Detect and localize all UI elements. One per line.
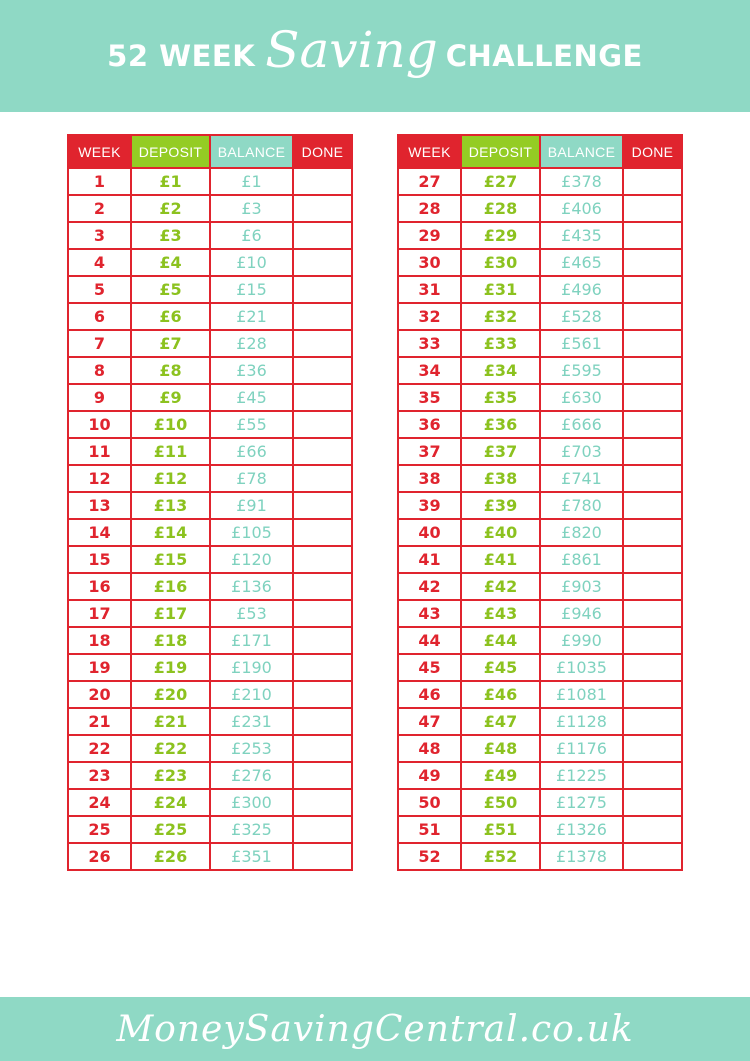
done-checkbox-cell[interactable] [623, 681, 682, 708]
balance-cell: £1 [210, 168, 293, 195]
balance-cell: £190 [210, 654, 293, 681]
deposit-cell: £35 [461, 384, 540, 411]
balance-cell: £903 [540, 573, 623, 600]
table-row [68, 654, 352, 681]
deposit-cell: £52 [461, 843, 540, 870]
week-cell: 21 [68, 708, 131, 735]
balance-cell: £3 [210, 195, 293, 222]
done-checkbox-cell[interactable] [623, 519, 682, 546]
site-footer: MoneySavingCentral.co.uk [0, 997, 750, 1061]
week-cell: 28 [398, 195, 461, 222]
done-checkbox-cell[interactable] [293, 276, 352, 303]
done-checkbox-cell[interactable] [623, 249, 682, 276]
done-checkbox-cell[interactable] [293, 249, 352, 276]
done-checkbox-cell[interactable] [623, 654, 682, 681]
deposit-cell: £46 [461, 681, 540, 708]
done-checkbox-cell[interactable] [623, 330, 682, 357]
week-cell: 50 [398, 789, 461, 816]
deposit-cell: £10 [131, 411, 210, 438]
table-header-row [68, 135, 352, 168]
table-row [398, 357, 682, 384]
table-row [398, 708, 682, 735]
table-row [398, 222, 682, 249]
week-cell: 2 [68, 195, 131, 222]
balance-cell: £55 [210, 411, 293, 438]
title-script: Saving [265, 21, 438, 79]
done-checkbox-cell[interactable] [623, 357, 682, 384]
table-row [68, 762, 352, 789]
week-cell: 12 [68, 465, 131, 492]
week-cell: 38 [398, 465, 461, 492]
balance-cell: £171 [210, 627, 293, 654]
table-header-row [398, 135, 682, 168]
deposit-cell: £34 [461, 357, 540, 384]
week-cell: 18 [68, 627, 131, 654]
balance-cell: £136 [210, 573, 293, 600]
week-cell: 17 [68, 600, 131, 627]
table-row [398, 411, 682, 438]
done-checkbox-cell[interactable] [293, 438, 352, 465]
done-checkbox-cell[interactable] [623, 546, 682, 573]
savings-table-left [67, 134, 353, 871]
balance-cell: £666 [540, 411, 623, 438]
balance-cell: £1035 [540, 654, 623, 681]
done-checkbox-cell[interactable] [293, 681, 352, 708]
deposit-cell: £40 [461, 519, 540, 546]
deposit-cell: £15 [131, 546, 210, 573]
deposit-cell: £29 [461, 222, 540, 249]
done-checkbox-cell[interactable] [293, 519, 352, 546]
deposit-cell: £11 [131, 438, 210, 465]
balance-cell: £1225 [540, 762, 623, 789]
done-checkbox-cell[interactable] [623, 384, 682, 411]
table-row [68, 519, 352, 546]
table-row [68, 276, 352, 303]
week-cell: 41 [398, 546, 461, 573]
done-checkbox-cell[interactable] [293, 843, 352, 870]
table-row [398, 195, 682, 222]
balance-cell: £66 [210, 438, 293, 465]
table-row [398, 519, 682, 546]
balance-cell: £351 [210, 843, 293, 870]
done-checkbox-cell[interactable] [623, 762, 682, 789]
balance-cell: £253 [210, 735, 293, 762]
balance-cell: £325 [210, 816, 293, 843]
deposit-cell: £31 [461, 276, 540, 303]
table-row [398, 438, 682, 465]
week-cell: 36 [398, 411, 461, 438]
deposit-cell: £20 [131, 681, 210, 708]
week-cell: 30 [398, 249, 461, 276]
header-done: DONE [623, 135, 682, 168]
balance-cell: £435 [540, 222, 623, 249]
balance-cell: £231 [210, 708, 293, 735]
table-row [68, 249, 352, 276]
week-cell: 9 [68, 384, 131, 411]
balance-cell: £378 [540, 168, 623, 195]
balance-cell: £1128 [540, 708, 623, 735]
table-row [398, 330, 682, 357]
done-checkbox-cell[interactable] [293, 708, 352, 735]
week-cell: 4 [68, 249, 131, 276]
deposit-cell: £21 [131, 708, 210, 735]
header-deposit: DEPOSIT [461, 135, 540, 168]
week-cell: 26 [68, 843, 131, 870]
week-cell: 1 [68, 168, 131, 195]
week-cell: 44 [398, 627, 461, 654]
deposit-cell: £14 [131, 519, 210, 546]
done-checkbox-cell[interactable] [293, 735, 352, 762]
balance-cell: £45 [210, 384, 293, 411]
deposit-cell: £51 [461, 816, 540, 843]
balance-cell: £53 [210, 600, 293, 627]
table-row [398, 843, 682, 870]
balance-cell: £630 [540, 384, 623, 411]
done-checkbox-cell[interactable] [623, 627, 682, 654]
balance-cell: £561 [540, 330, 623, 357]
deposit-cell: £30 [461, 249, 540, 276]
deposit-cell: £2 [131, 195, 210, 222]
deposit-cell: £8 [131, 357, 210, 384]
balance-cell: £78 [210, 465, 293, 492]
deposit-cell: £17 [131, 600, 210, 627]
week-cell: 33 [398, 330, 461, 357]
table-row [68, 546, 352, 573]
done-checkbox-cell[interactable] [623, 735, 682, 762]
balance-cell: £1326 [540, 816, 623, 843]
done-checkbox-cell[interactable] [293, 762, 352, 789]
done-checkbox-cell[interactable] [293, 465, 352, 492]
table-row [398, 546, 682, 573]
balance-cell: £6 [210, 222, 293, 249]
table-row [68, 789, 352, 816]
deposit-cell: £19 [131, 654, 210, 681]
balance-cell: £210 [210, 681, 293, 708]
balance-cell: £1176 [540, 735, 623, 762]
week-cell: 11 [68, 438, 131, 465]
week-cell: 31 [398, 276, 461, 303]
balance-cell: £28 [210, 330, 293, 357]
table-row [68, 222, 352, 249]
header-balance: BALANCE [540, 135, 623, 168]
week-cell: 5 [68, 276, 131, 303]
header-week: WEEK [68, 135, 131, 168]
week-cell: 19 [68, 654, 131, 681]
week-cell: 25 [68, 816, 131, 843]
balance-cell: £300 [210, 789, 293, 816]
table-row [398, 465, 682, 492]
week-cell: 48 [398, 735, 461, 762]
balance-cell: £15 [210, 276, 293, 303]
done-checkbox-cell[interactable] [623, 816, 682, 843]
table-row [398, 492, 682, 519]
table-row [68, 492, 352, 519]
deposit-cell: £28 [461, 195, 540, 222]
table-row [68, 384, 352, 411]
week-cell: 45 [398, 654, 461, 681]
table-row [68, 816, 352, 843]
done-checkbox-cell[interactable] [293, 546, 352, 573]
balance-cell: £861 [540, 546, 623, 573]
table-row [398, 276, 682, 303]
deposit-cell: £4 [131, 249, 210, 276]
table-row [68, 708, 352, 735]
balance-cell: £780 [540, 492, 623, 519]
deposit-cell: £22 [131, 735, 210, 762]
page-header [0, 0, 750, 112]
week-cell: 43 [398, 600, 461, 627]
done-checkbox-cell[interactable] [623, 465, 682, 492]
week-cell: 24 [68, 789, 131, 816]
title-prefix: 52 WEEK [107, 39, 256, 73]
deposit-cell: £42 [461, 573, 540, 600]
deposit-cell: £24 [131, 789, 210, 816]
done-checkbox-cell[interactable] [293, 789, 352, 816]
done-checkbox-cell[interactable] [293, 573, 352, 600]
table-row [398, 816, 682, 843]
table-row [398, 654, 682, 681]
balance-cell: £406 [540, 195, 623, 222]
deposit-cell: £7 [131, 330, 210, 357]
deposit-cell: £44 [461, 627, 540, 654]
balance-cell: £703 [540, 438, 623, 465]
deposit-cell: £50 [461, 789, 540, 816]
deposit-cell: £6 [131, 303, 210, 330]
week-cell: 37 [398, 438, 461, 465]
week-cell: 40 [398, 519, 461, 546]
table-row [68, 843, 352, 870]
title-suffix: CHALLENGE [445, 39, 643, 73]
balance-cell: £465 [540, 249, 623, 276]
balance-cell: £496 [540, 276, 623, 303]
table-row [68, 681, 352, 708]
done-checkbox-cell[interactable] [293, 330, 352, 357]
deposit-cell: £37 [461, 438, 540, 465]
done-checkbox-cell[interactable] [623, 276, 682, 303]
deposit-cell: £25 [131, 816, 210, 843]
table-row [398, 627, 682, 654]
week-cell: 10 [68, 411, 131, 438]
done-checkbox-cell[interactable] [623, 492, 682, 519]
deposit-cell: £36 [461, 411, 540, 438]
done-checkbox-cell[interactable] [293, 303, 352, 330]
table-row [68, 600, 352, 627]
header-deposit: DEPOSIT [131, 135, 210, 168]
week-cell: 23 [68, 762, 131, 789]
week-cell: 6 [68, 303, 131, 330]
table-row [68, 168, 352, 195]
balance-cell: £820 [540, 519, 623, 546]
week-cell: 47 [398, 708, 461, 735]
table-row [398, 303, 682, 330]
header-week: WEEK [398, 135, 461, 168]
balance-cell: £91 [210, 492, 293, 519]
week-cell: 7 [68, 330, 131, 357]
done-checkbox-cell[interactable] [623, 843, 682, 870]
table-row [398, 735, 682, 762]
balance-cell: £120 [210, 546, 293, 573]
deposit-cell: £41 [461, 546, 540, 573]
week-cell: 13 [68, 492, 131, 519]
balance-cell: £1378 [540, 843, 623, 870]
week-cell: 42 [398, 573, 461, 600]
deposit-cell: £43 [461, 600, 540, 627]
balance-cell: £105 [210, 519, 293, 546]
balance-cell: £741 [540, 465, 623, 492]
week-cell: 46 [398, 681, 461, 708]
deposit-cell: £39 [461, 492, 540, 519]
done-checkbox-cell[interactable] [293, 168, 352, 195]
table-row [68, 573, 352, 600]
week-cell: 35 [398, 384, 461, 411]
deposit-cell: £16 [131, 573, 210, 600]
table-row [398, 573, 682, 600]
deposit-cell: £48 [461, 735, 540, 762]
deposit-cell: £38 [461, 465, 540, 492]
table-row [68, 735, 352, 762]
done-checkbox-cell[interactable] [293, 627, 352, 654]
table-row [68, 438, 352, 465]
balance-cell: £10 [210, 249, 293, 276]
deposit-cell: £33 [461, 330, 540, 357]
table-row [398, 249, 682, 276]
balance-cell: £946 [540, 600, 623, 627]
balance-cell: £595 [540, 357, 623, 384]
done-checkbox-cell[interactable] [623, 573, 682, 600]
table-row [68, 330, 352, 357]
balance-cell: £990 [540, 627, 623, 654]
table-row [398, 600, 682, 627]
week-cell: 14 [68, 519, 131, 546]
done-checkbox-cell[interactable] [623, 600, 682, 627]
deposit-cell: £32 [461, 303, 540, 330]
done-checkbox-cell[interactable] [293, 492, 352, 519]
deposit-cell: £1 [131, 168, 210, 195]
deposit-cell: £49 [461, 762, 540, 789]
deposit-cell: £26 [131, 843, 210, 870]
deposit-cell: £9 [131, 384, 210, 411]
table-row [68, 195, 352, 222]
header-balance: BALANCE [210, 135, 293, 168]
balance-cell: £1275 [540, 789, 623, 816]
done-checkbox-cell[interactable] [293, 816, 352, 843]
week-cell: 52 [398, 843, 461, 870]
week-cell: 8 [68, 357, 131, 384]
deposit-cell: £27 [461, 168, 540, 195]
week-cell: 22 [68, 735, 131, 762]
week-cell: 15 [68, 546, 131, 573]
savings-table-right [397, 134, 683, 871]
done-checkbox-cell[interactable] [293, 600, 352, 627]
table-row [398, 789, 682, 816]
balance-cell: £36 [210, 357, 293, 384]
done-checkbox-cell[interactable] [623, 411, 682, 438]
done-checkbox-cell[interactable] [293, 654, 352, 681]
table-row [398, 168, 682, 195]
done-checkbox-cell[interactable] [623, 195, 682, 222]
deposit-cell: £47 [461, 708, 540, 735]
done-checkbox-cell[interactable] [293, 222, 352, 249]
week-cell: 3 [68, 222, 131, 249]
deposit-cell: £45 [461, 654, 540, 681]
week-cell: 51 [398, 816, 461, 843]
table-row [68, 411, 352, 438]
deposit-cell: £23 [131, 762, 210, 789]
balance-cell: £1081 [540, 681, 623, 708]
balance-cell: £528 [540, 303, 623, 330]
week-cell: 20 [68, 681, 131, 708]
done-checkbox-cell[interactable] [623, 222, 682, 249]
deposit-cell: £12 [131, 465, 210, 492]
done-checkbox-cell[interactable] [623, 708, 682, 735]
deposit-cell: £3 [131, 222, 210, 249]
week-cell: 39 [398, 492, 461, 519]
week-cell: 29 [398, 222, 461, 249]
header-done: DONE [293, 135, 352, 168]
week-cell: 16 [68, 573, 131, 600]
table-row [68, 627, 352, 654]
balance-cell: £21 [210, 303, 293, 330]
table-row [398, 384, 682, 411]
week-cell: 34 [398, 357, 461, 384]
done-checkbox-cell[interactable] [293, 357, 352, 384]
table-row [398, 681, 682, 708]
table-row [398, 762, 682, 789]
balance-cell: £276 [210, 762, 293, 789]
done-checkbox-cell[interactable] [293, 384, 352, 411]
done-checkbox-cell[interactable] [623, 303, 682, 330]
week-cell: 49 [398, 762, 461, 789]
table-row [68, 303, 352, 330]
done-checkbox-cell[interactable] [623, 168, 682, 195]
week-cell: 27 [398, 168, 461, 195]
done-checkbox-cell[interactable] [293, 195, 352, 222]
table-row [68, 357, 352, 384]
table-row [68, 465, 352, 492]
deposit-cell: £5 [131, 276, 210, 303]
week-cell: 32 [398, 303, 461, 330]
deposit-cell: £13 [131, 492, 210, 519]
done-checkbox-cell[interactable] [293, 411, 352, 438]
done-checkbox-cell[interactable] [623, 438, 682, 465]
deposit-cell: £18 [131, 627, 210, 654]
done-checkbox-cell[interactable] [623, 789, 682, 816]
